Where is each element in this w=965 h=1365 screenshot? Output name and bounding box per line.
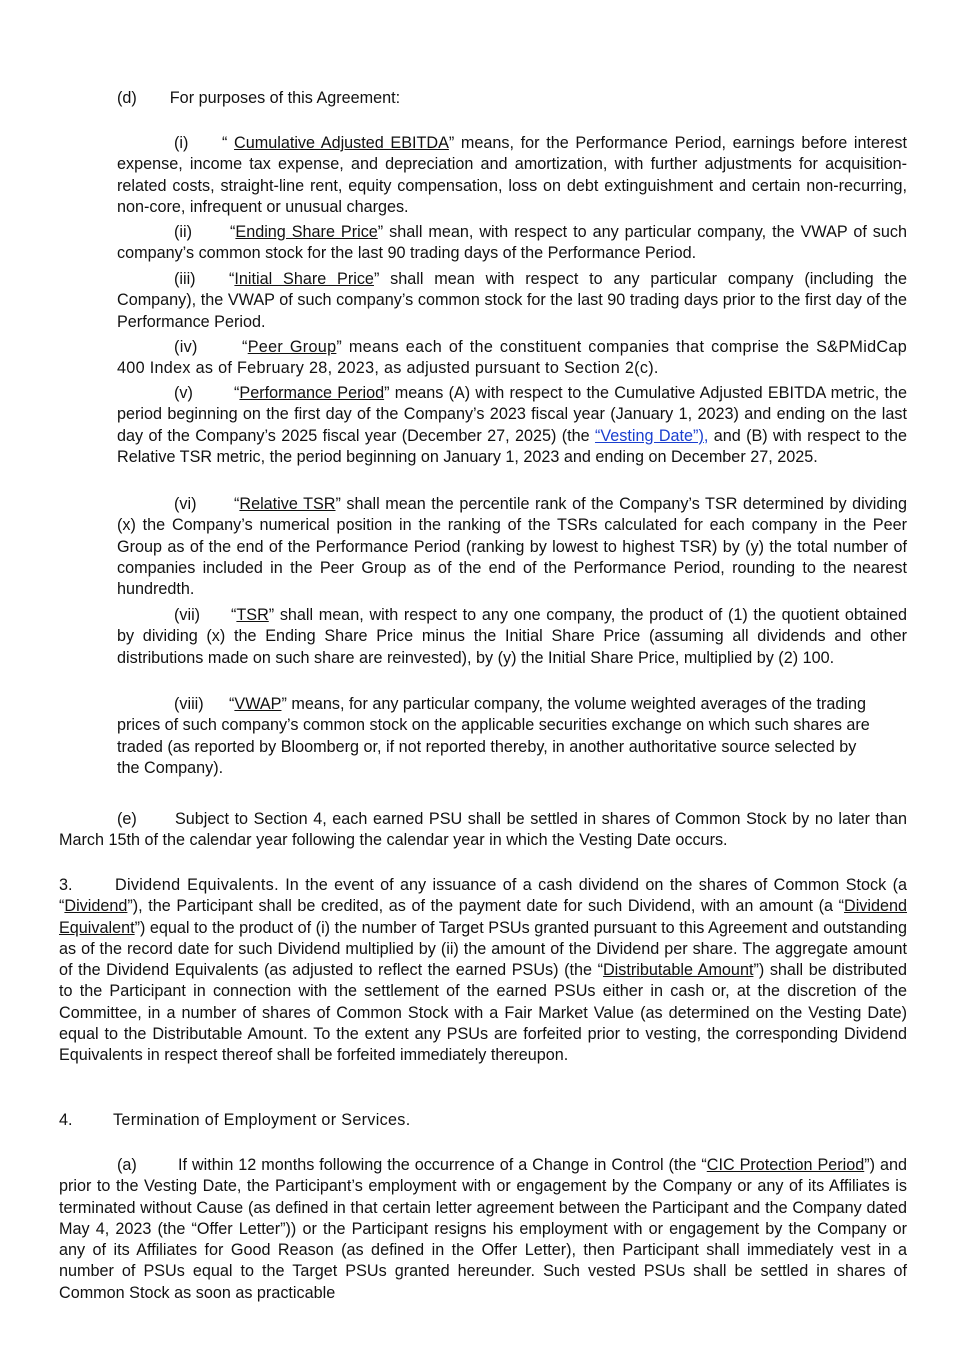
term-performance-period: Performance Period	[239, 384, 385, 402]
term-cic-protection-period: CIC Protection Period	[706, 1156, 865, 1174]
term-vwap: VWAP	[234, 695, 282, 713]
definition-i: (i) “ Cumulative Adjusted EBITDA” means, for the Performance Period, earnings before interest expense, income tax expense, and depreciation and amortization, with further adjustments for acquisition-related costs, straight-line rent, equity compensation, loss on debt extinguishment and certain non-recurring, non-core, infrequent or unusual charges.	[117, 134, 907, 216]
definition-iv: (iv) “Peer Group” means each of the constituent companies that comprise the S&PMidCap 400 Index as of February 28, 2023, as adjusted pursuant to Section 2(c).	[117, 338, 907, 378]
definition-number: (ii)	[174, 223, 192, 241]
definition-number: (vii)	[174, 606, 201, 624]
section-4a: (a) If within 12 months following the occurrence of a Change in Control (the “CIC Protection Period”) and prior to the Vesting Date, the Participant’s employment with or engagement by the Company or any of its Affiliates is terminated without Cause (as defined in that certain letter agreement between the Participant and the Company dated May 4, 2023 (the “Offer Letter”)) or the Participant resigns his employment with or engagement by the Company or any of its Affiliates for Good Reason (as defined in the Offer Letter), then Participant shall immediately vest in a number of PSUs equal to the Target PSUs granted hereunder. Such vested PSUs shall be settled in shares of Common Stock as soon as practicable	[59, 1156, 907, 1302]
term-dividend: Dividend	[64, 897, 128, 916]
section-3-heading: Dividend Equivalents.	[115, 876, 279, 894]
section-e-label: (e)	[117, 810, 137, 828]
term-distributable-amount: Distributable Amount	[602, 961, 754, 980]
term-tsr: TSR	[236, 606, 269, 624]
definition-number: (i)	[174, 134, 189, 152]
definition-viii: (viii) “VWAP” means, for any particular company, the volume weighted averages of the trading prices of such company’s common stock on the applicable securities exchange on which such shares are traded (as reported by Bloomberg or, if not reported thereby, in another authoritative source selected by the Company).	[117, 695, 870, 777]
section-e-text: Subject to Section 4, each earned PSU shall be settled in shares of Common Stock by no later than March 15th of the calendar year following the calendar year in which the Vesting Date occurs.	[59, 810, 907, 850]
definition-number: (v)	[174, 384, 193, 402]
definition-vi: (vi) “Relative TSR” shall mean the percentile rank of the Company’s TSR determined by dividing (x) the Company’s numerical position in the ranking of the TSRs calculated for each company in the Peer Group as of the end of the Performance Period (ranking by lowest to highest TSR) by (y) the total number of companies included in the Peer Group as of the end of the Performance Period, rounding to the nearest hundredth.	[117, 495, 908, 599]
definition-text: ” shall mean the percentile rank of the Company’s TSR determined by dividing (x) the Company’s numerical position in the ranking of the TSRs calculated for each company in the Peer Group as of the end of the Performance Period (ranking by lowest to highest TSR) by (y) the total number of companies included in the Peer Group as of the end of the Performance Period, rounding to the nearest hundredth.	[117, 495, 908, 599]
definition-text: ” means, for any particular company, the volume weighted averages of the trading prices of such company’s common stock on the applicable securities exchange on which such shares are traded (as reported by Bloomberg or, if not reported thereby, in another authoritative source selected by the Company).	[117, 695, 870, 777]
term-peer-group: Peer Group	[247, 338, 337, 356]
section-3-number: 3.	[59, 876, 73, 894]
section-d-label: (d)	[117, 89, 137, 107]
definition-number: (iii)	[174, 270, 196, 288]
vesting-date-link[interactable]: “Vesting Date”),	[595, 426, 709, 445]
term-ending-share-price: Ending Share Price	[235, 223, 378, 241]
term-dividend-equivalent: Dividend Equivalent	[59, 897, 907, 937]
definition-text-continued: and (B) with respect to the Relative TSR metric, the period beginning on January 1, 2023 and ending on December 27, 2025.	[117, 426, 907, 466]
section-d-intro: For purposes of this Agreement:	[169, 89, 401, 107]
section-4-number: 4.	[59, 1111, 73, 1129]
definition-v: (v) “Performance Period” means (A) with respect to the Cumulative Adjusted EBITDA metric, the period beginning on the first day of the Company’s 2023 fiscal year (January 1, 2023) and ending on the last day of the Company’s 2025 fiscal year (December 27, 2025) (the “Vesting Date”), and (B) with respect to the Relative TSR metric, the period beginning on January 1, 2023 and ending on December 27, 2025.	[117, 384, 907, 466]
definition-text: ” means (A) with respect to the Cumulative Adjusted EBITDA metric, the period beginning on the first day of the Company’s 2023 fiscal year (January 1, 2023) and ending on the last day of the Company’s 2025 fiscal year (December 27, 2025) (the	[117, 384, 907, 445]
definition-ii: (ii) “Ending Share Price” shall mean, with respect to any particular company, the VWAP of such company’s common stock for the last 90 trading days of the Performance Period.	[117, 223, 907, 263]
definition-number: (viii)	[174, 695, 204, 713]
definition-number: (iv)	[174, 338, 198, 356]
section-4a-label: (a)	[117, 1156, 137, 1174]
section-4-heading	[59, 1110, 907, 1131]
term-cumulative-adjusted-ebitda: Cumulative Adjusted EBITDA	[234, 134, 449, 152]
definition-text: ” means, for the Performance Period, earnings before interest expense, income tax expense, and depreciation and amortization, with further adjustments for acquisition-related costs, straight-line rent, equity compensation, loss on debt extinguishment and certain non-recurring, non-core, infrequent or unusual charges.	[117, 134, 907, 216]
term-initial-share-price: Initial Share Price	[234, 270, 374, 288]
definition-text: ” shall mean with respect to any particular company (including the Company), the VWAP of such company’s common stock for the last 90 trading days prior to the first day of the Performance Period.	[117, 270, 907, 331]
section-d-heading	[117, 88, 907, 109]
section-4-title: Termination of Employment or Services.	[113, 1111, 411, 1129]
definition-text: ” shall mean, with respect to any one company, the product of (1) the quotient obtained by dividing (x) the Ending Share Price minus the Initial Share Price (assuming all dividends and other distributions made on such share are reinvested), by (y) the Initial Share Price, multiplied by (2) 100.	[117, 606, 907, 667]
definition-text: ” means each of the constituent companies that comprise the S&PMidCap 400 Index as of February 28, 2023, as adjusted pursuant to Section 2(c).	[117, 338, 907, 378]
definition-vii: (vii) “TSR” shall mean, with respect to any one company, the product of (1) the quotient obtained by dividing (x) the Ending Share Price minus the Initial Share Price (assuming all dividends and other distributions made on such share are reinvested), by (y) the Initial Share Price, multiplied by (2) 100.	[117, 606, 907, 667]
definition-iii: (iii) “Initial Share Price” shall mean with respect to any particular company (including the Company), the VWAP of such company’s common stock for the last 90 trading days prior to the first day of the Performance Period.	[117, 270, 907, 331]
definition-text: ” shall mean, with respect to any particular company, the VWAP of such company’s common stock for the last 90 trading days of the Performance Period.	[117, 223, 907, 263]
section-3: 3. Dividend Equivalents. In the event of any issuance of a cash dividend on the shares of Common Stock (a “Dividend”), the Participant shall be credited, as of the payment date for such Dividend, with an amount (a “Dividend Equivalent”) equal to the product of (i) the number of Target PSUs granted pursuant to this Agreement and outstanding as of the record date for such Dividend multiplied by (ii) the amount of the Dividend per share. The aggregate amount of the Dividend Equivalents (as adjusted to reflect the earned PSUs) (the “Distributable Amount”) shall be distributed to the Participant in connection with the settlement of the earned PSUs either in cash or, at the discretion of the Committee, in a number of shares of Common Stock with a Fair Market Value (as determined on the Vesting Date) equal to the Distributable Amount. To the extent any PSUs are forfeited prior to vesting, the corresponding Dividend Equivalents in respect thereof shall be forfeited immediately thereupon.	[59, 876, 907, 1065]
section-e	[59, 809, 907, 852]
term-relative-tsr: Relative TSR	[239, 495, 336, 513]
definition-number: (vi)	[174, 495, 197, 513]
